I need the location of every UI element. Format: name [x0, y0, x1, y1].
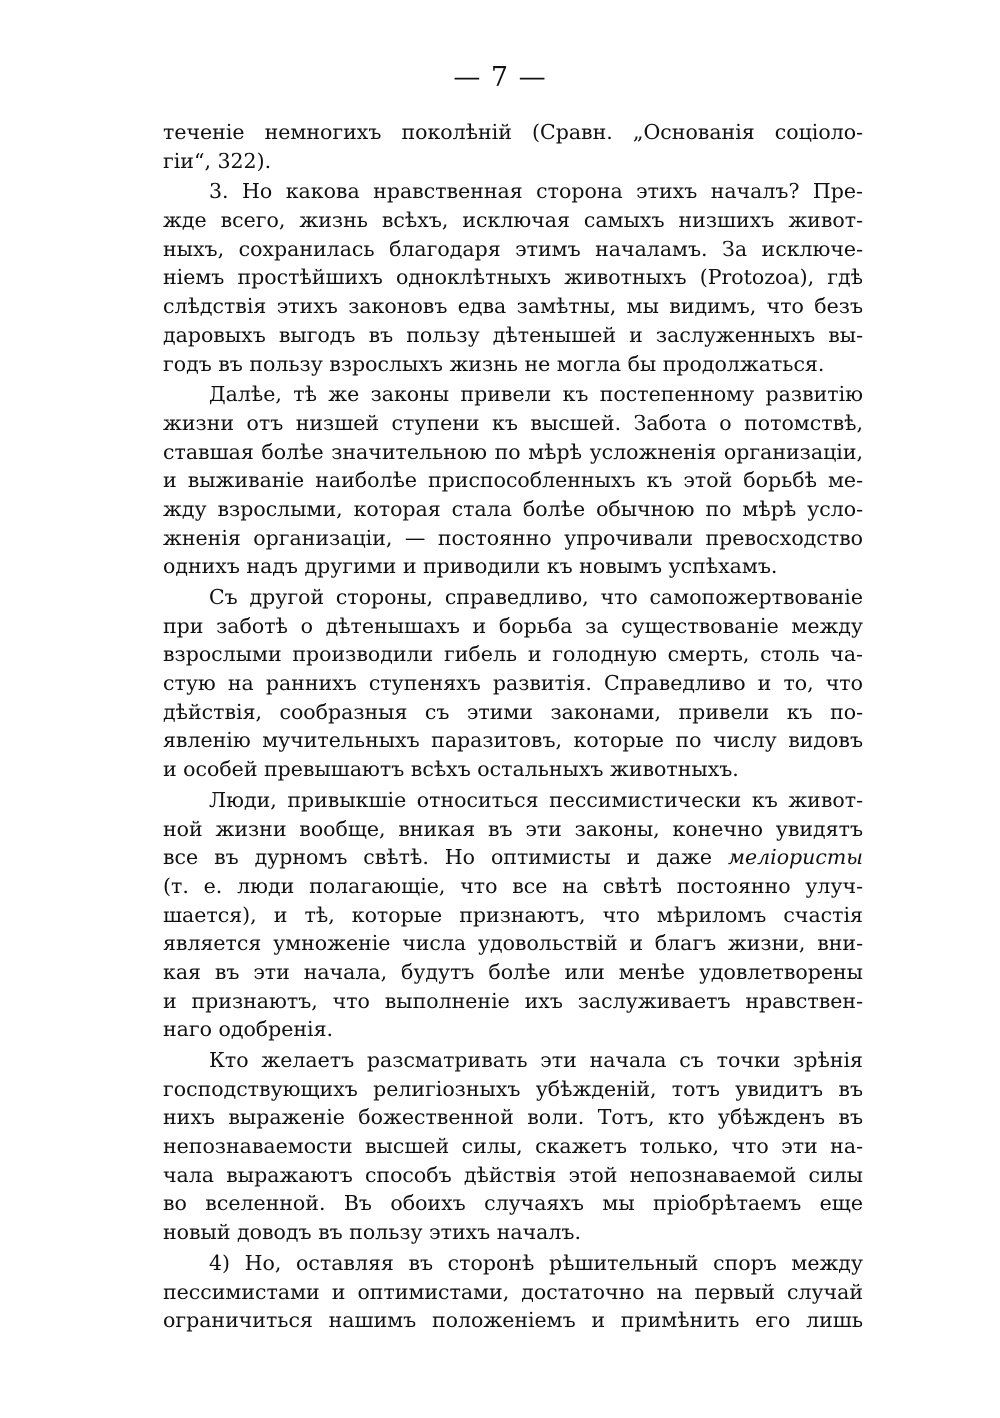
- text-segment: все въ дурномъ свѣтѣ. Но оптимисты и даже: [163, 845, 713, 870]
- text-line: жненія организаціи, — постоянно упрочивали превосходство: [163, 525, 863, 550]
- text-line: нихъ выраженіе божественной воли. Тотъ, кто убѣжденъ въ: [163, 1105, 863, 1130]
- text-line: 4) Но, оставляя въ сторонѣ рѣшительный споръ между: [209, 1250, 863, 1275]
- text-line: жду взрослыми, которая стала болѣе обычною по мѣрѣ усло-: [163, 496, 863, 521]
- text-line: гіи“, 322).: [163, 148, 272, 173]
- text-line: Далѣе, тѣ же законы привели къ постепенному развитію: [209, 382, 863, 407]
- text-line: жде всего, жизнь всѣхъ, исключая самыхъ низшихъ живот-: [163, 208, 863, 233]
- text-line: Люди, привыкшіе относиться пессимистически къ живот-: [209, 787, 863, 812]
- paragraph-2: [163, 177, 863, 378]
- text-line: шается), и тѣ, которые признаютъ, что мѣриломъ счастія: [163, 902, 863, 927]
- text-line: теченіе немногихъ поколѣній (Сравн. „Основанія соціоло-: [163, 120, 863, 144]
- text-line: 3. Но какова нравственная сторона этихъ началъ? Пре-: [209, 179, 863, 204]
- text-line: слѣдствія этихъ законовъ едва замѣтны, мы видимъ, что безъ: [163, 294, 863, 319]
- paragraph-6: [163, 1046, 863, 1247]
- text-line: наго одобренія.: [163, 1017, 334, 1042]
- text-line: во вселенной. Въ обоихъ случаяхъ мы пріобрѣтаемъ еще: [163, 1191, 863, 1216]
- text-line: новый доводъ въ пользу этихъ началъ.: [163, 1220, 581, 1245]
- text-line: Съ другой стороны, справедливо, что самопожертвованіе: [209, 585, 863, 609]
- paragraph-5: [163, 786, 863, 1044]
- text-line: ограничиться нашимъ положеніемъ и примѣнить его лишь: [163, 1308, 863, 1333]
- paragraph-4: [163, 583, 863, 784]
- text-line: явленію мучительныхъ паразитовъ, которые по числу видовъ: [163, 728, 863, 753]
- text-line: пессимистами и оптимистами, достаточно на первый случай: [163, 1279, 863, 1304]
- text-line: и признаютъ, что выполненіе ихъ заслуживаетъ нравствен-: [163, 988, 863, 1013]
- text-line: жизни отъ низшей ступени къ высшей. Забота о потомствѣ,: [163, 410, 863, 435]
- text-line: при заботѣ о дѣтенышахъ и борьба за существованіе между: [163, 613, 863, 638]
- paragraph-3: [163, 380, 863, 581]
- text-line: стую на раннихъ ступеняхъ развитія. Справедливо и то, что: [163, 671, 863, 696]
- italic-term: меліористы: [727, 845, 863, 870]
- text-line: однихъ надъ другими и приводили къ новымъ успѣхамъ.: [163, 554, 778, 579]
- body-text: [163, 118, 863, 1335]
- text-line: (т. е. люди полагающіе, что все на свѣтѣ постоянно улуч-: [163, 873, 863, 898]
- text-line: господствующихъ религіозныхъ убѣжденій, тотъ увидитъ въ: [163, 1076, 863, 1101]
- text-line: непознаваемости высшей силы, скажетъ только, что эти на-: [163, 1134, 863, 1159]
- paragraph-7: [163, 1249, 863, 1335]
- text-line: Кто желаетъ разсматривать эти начала съ точки зрѣнія: [209, 1048, 863, 1072]
- text-line: чала выражаютъ способъ дѣйствія этой непознаваемой силы: [163, 1162, 863, 1187]
- text-line: ставшая болѣе значительною по мѣрѣ усложненія организаціи,: [163, 439, 863, 464]
- text-line: является умноженіе числа удовольствій и благъ жизни, вни-: [163, 931, 863, 956]
- page-number: — 7 —: [453, 62, 547, 93]
- text-line: и особей превышаютъ всѣхъ остальныхъ животныхъ.: [163, 757, 739, 782]
- text-line: взрослыми производили гибель и голодную смерть, столь ча-: [163, 642, 863, 667]
- text-line: кая въ эти начала, будутъ болѣе или менѣе удовлетворены: [163, 959, 863, 984]
- paragraph-1: [163, 118, 863, 175]
- text-line: даровыхъ выгодъ въ пользу дѣтенышей и заслуженныхъ вы-: [163, 322, 863, 347]
- text-line: годъ въ пользу взрослыхъ жизнь не могла бы продолжаться.: [163, 351, 825, 376]
- text-line: дѣйствія, сообразныя съ этими законами, привели къ по-: [163, 699, 863, 724]
- text-line: и выживаніе наиболѣе приспособленныхъ къ этой борьбѣ ме-: [163, 468, 863, 493]
- text-line: ной жизни вообще, вникая въ эти законы, конечно увидятъ: [163, 816, 863, 841]
- text-line: ныхъ, сохранилась благодаря этимъ началамъ. За исключе-: [163, 236, 863, 261]
- text-line: ніемъ простѣйшихъ одноклѣтныхъ животныхъ (Protozoa), гдѣ: [163, 265, 863, 290]
- text-line-with-italic: [163, 843, 863, 872]
